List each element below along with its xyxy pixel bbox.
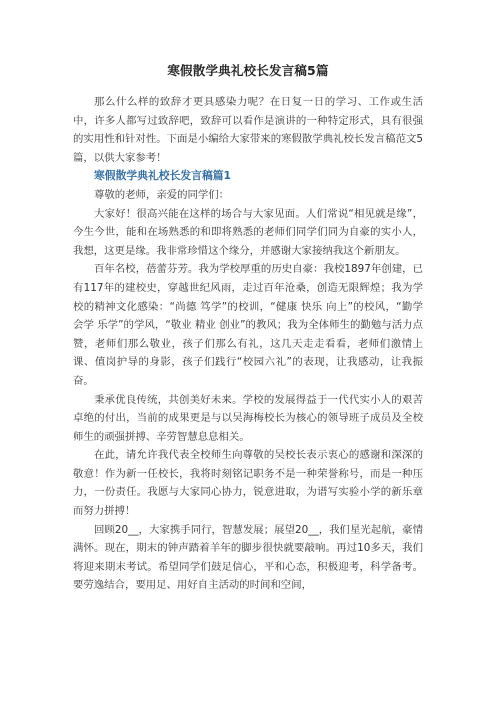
body-paragraph: 百年名校，蓓蕾芬芳。我为学校厚重的历史自豪：我校1897年创建，已有117年的建校史，穿越世纪风雨，走过百年沧桑，创造无限辉煌；我为学校的精神文化感染：“尚德 笃学”的校训，“健康 快乐 向上”的校风，“勤学 会学 乐学”的学风，“敬业 精业 创业”的教风；我为全体师生的勤勉与活力点赞，老师们那么敬业，孩子们那么有礼，这几天走走看看，老师们激情上课、值岗护导的身影，孩子们践行“校园六礼”的表现，让我感动，让我振奋。 bbox=[73, 263, 423, 387]
body-paragraph: 回顾20__，大家携手同行，智慧发展；展望20__，我们星光起航，豪情满怀。现在，期末的钟声踏着羊年的脚步很快就要敲响。再过10多天，我们将迎来期末考试。希望同学们鼓足信心，平和心态，积极迎考，科学备考。要劳逸结合，要用足、用好自主活动的时间和空间， bbox=[73, 523, 423, 592]
intro-paragraph: 那么什么样的致辞才更具感染力呢？在日复一日的学习、工作或生活中，许多人都写过致辞吧，致辞可以看作是演讲的一种特定形式，具有很强的实用性和针对性。下面是小编给大家带来的寒假散学典礼校长发言稿范文5篇，以供大家参考！ bbox=[73, 96, 423, 164]
body-paragraph: 秉承优良传统，共创美好未来。学校的发展得益于一代代实小人的艰苦卓绝的付出，当前的成果更是与以吴海梅校长为核心的领导班子成员及全校师生的顽强拼搏、辛劳智慧息息相关。 bbox=[73, 393, 423, 443]
section-heading: 寒假散学典礼校长发言稿篇1 bbox=[94, 169, 232, 183]
document-title: 寒假散学典礼校长发言稿5篇 bbox=[167, 63, 329, 78]
body-paragraph: 在此，请允许我代表全校师生向尊敬的吴校长表示衷心的感谢和深深的敬意！作为新一任校长，我将时刻铭记职务不是一种荣誉称号，而是一种压力，一份责任。我愿与大家同心协力，锐意进取，为谱写实验小学的新乐章而努力拼搏！ bbox=[73, 449, 423, 518]
salutation-paragraph: 尊敬的老师，亲爱的同学们： bbox=[94, 188, 230, 201]
body-paragraph: 大家好！很高兴能在这样的场合与大家见面。人们常说“相见就是缘”，今生今世，能和在场熟悉的和即将熟悉的老师们同学们同为自豪的实小人，我想，这更是缘。我非常珍惜这个缘分，并感谢大家接纳我这个新朋友。 bbox=[73, 207, 423, 257]
